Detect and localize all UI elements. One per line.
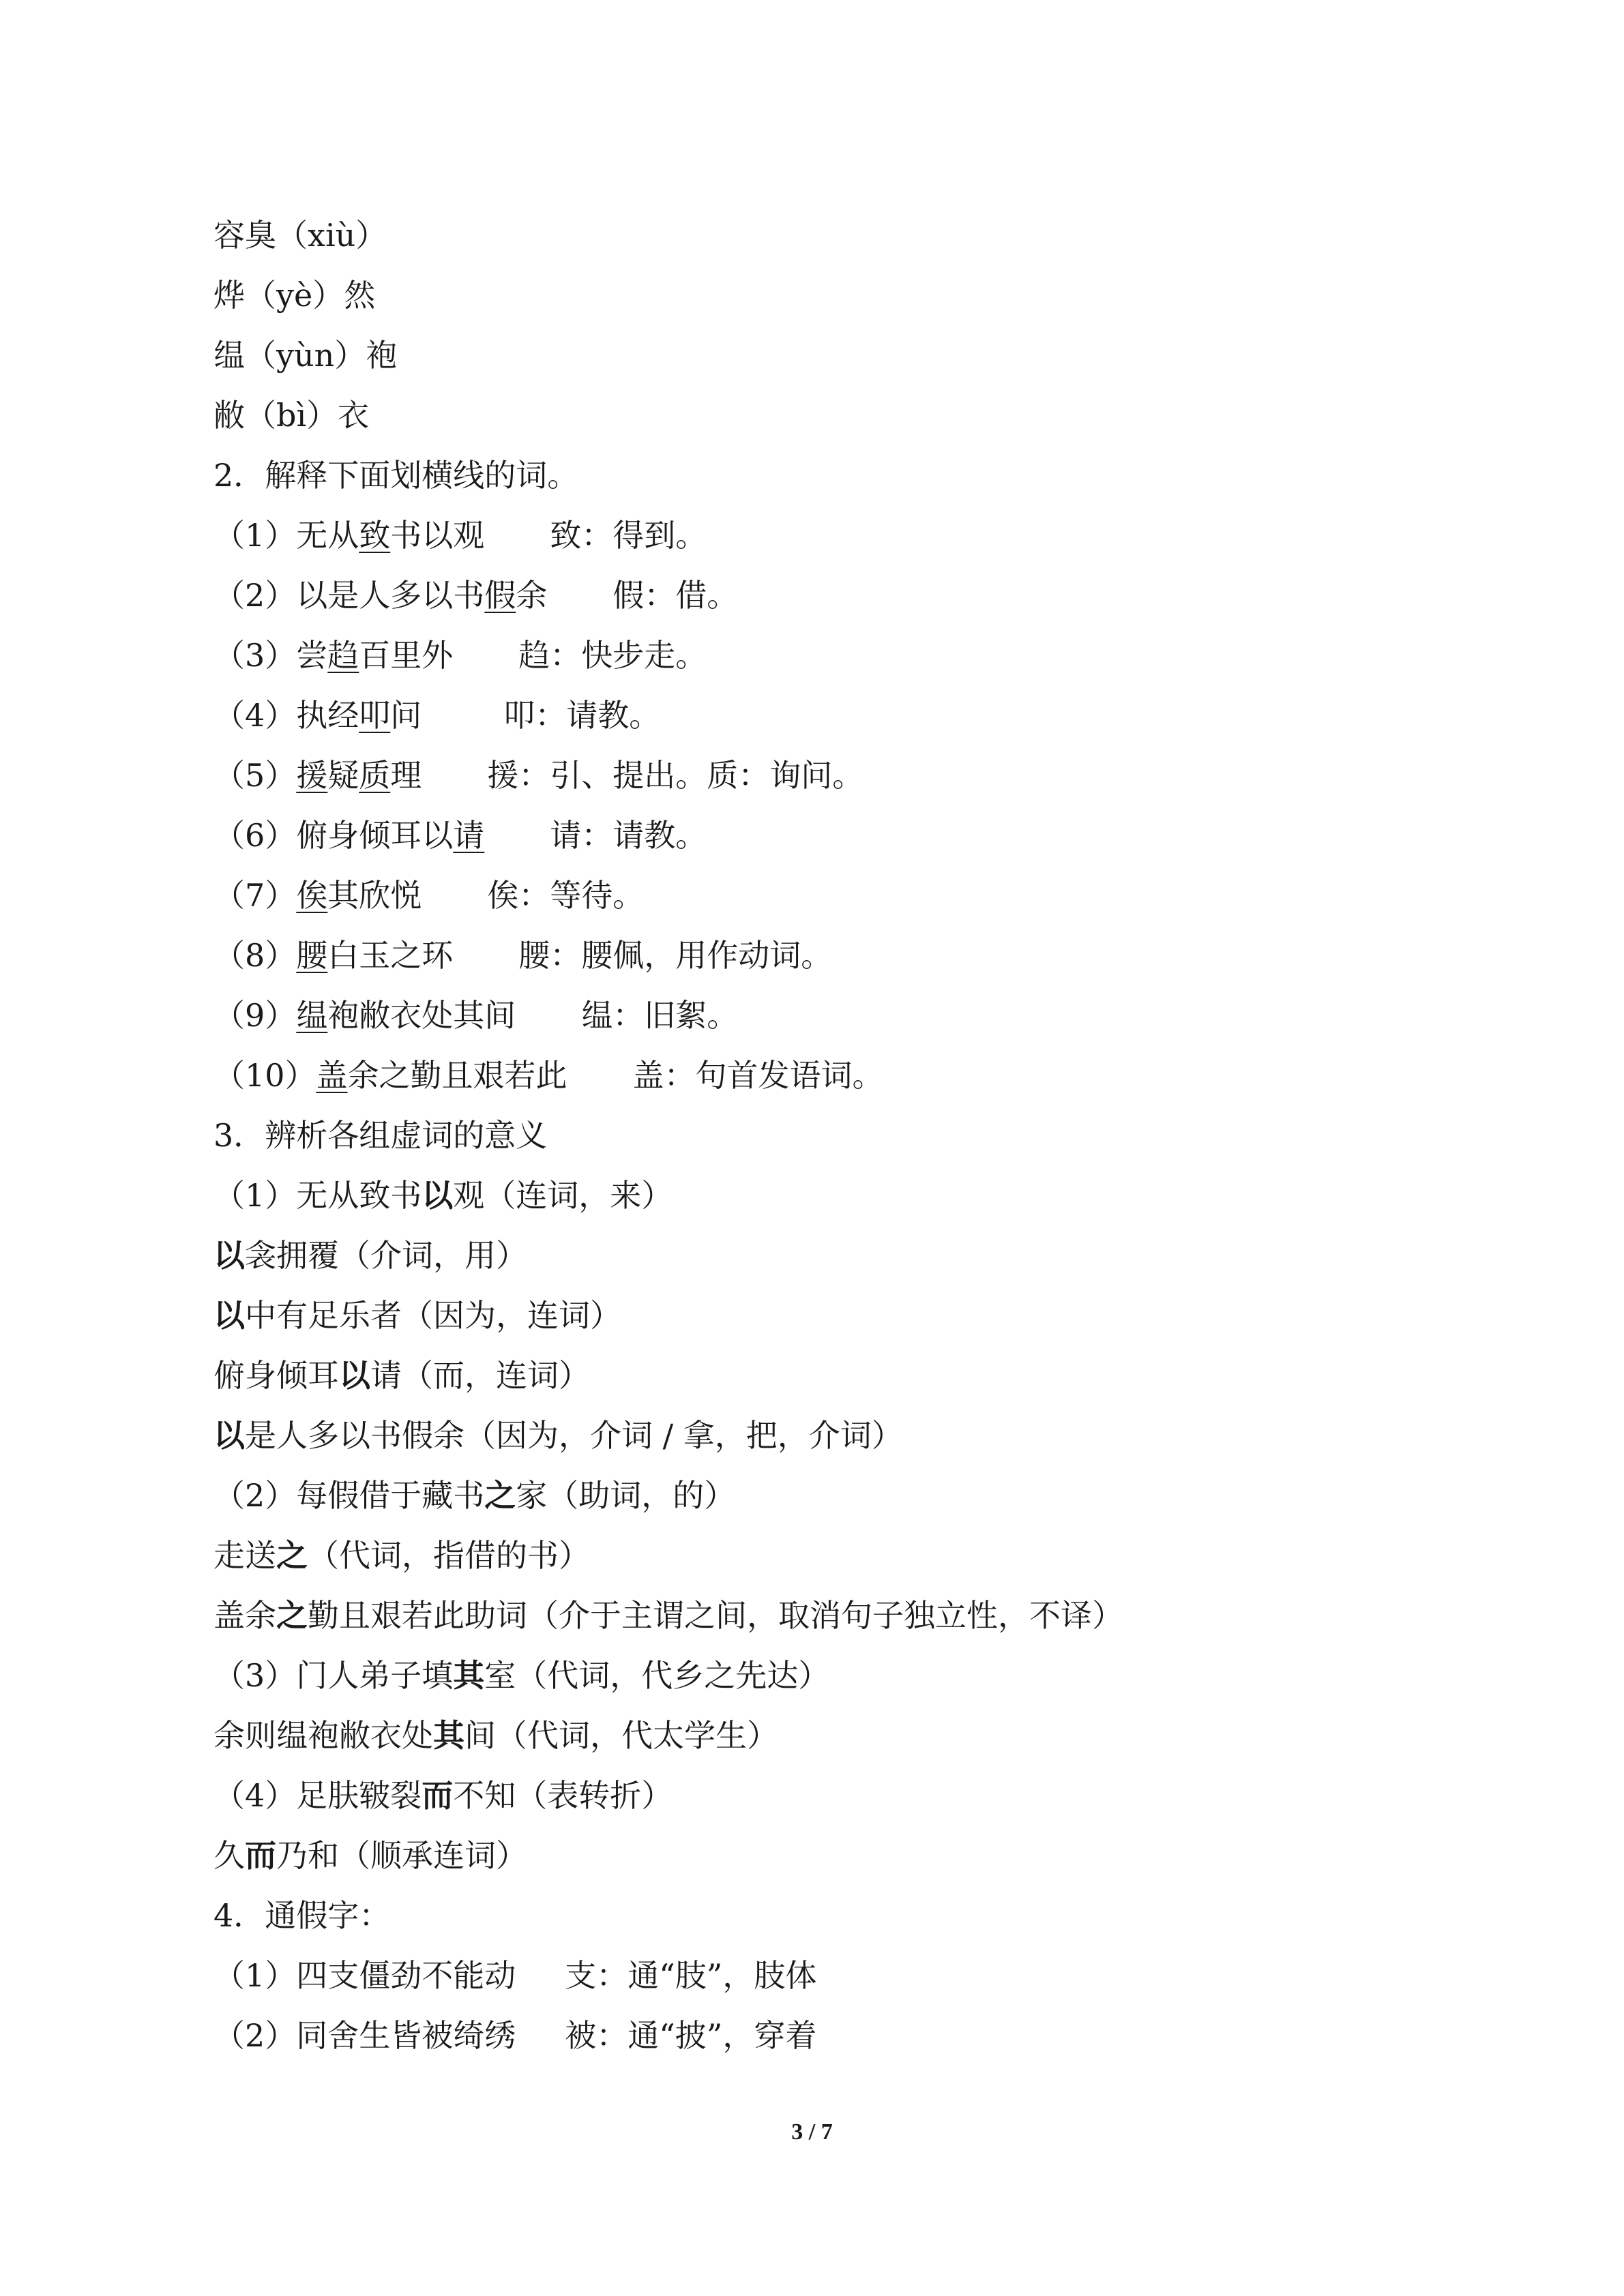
function-word-line: 俯身倾耳以请（而，连词） [213,1357,590,1394]
pinyin-line: 容臭（xiù） [213,217,387,254]
function-word-line: （3）门人弟子填其室（代词，代乡之先达） [213,1657,830,1694]
pinyin-line: 缊（yùn）袍 [213,337,398,374]
vocab-item: （3）尝趋百里外 趋：快步走。 [213,637,707,674]
pinyin-line: 敝（bì）衣 [213,397,370,434]
pinyin-line: 烨（yè）然 [213,277,376,314]
function-word-line: 久而乃和（顺承连词） [213,1837,527,1874]
vocab-item: （6）俯身倾耳以请 请：请教。 [213,817,707,854]
loan-character-item: （1）四支僵劲不能动 支：通“肢”，肢体 [213,1957,817,1994]
vocab-item: （5）援疑质理 援：引、提出。质：询问。 [213,757,864,794]
function-word-line: 盖余之勤且艰若此助词（介于主谓之间，取消句子独立性，不译） [213,1597,1123,1634]
function-word-line: 走送之（代词，指借的书） [213,1537,590,1574]
function-word-line: （2）每假借于藏书之家（助词，的） [213,1477,736,1514]
vocab-item: （10）盖余之勤且艰若此 盖：句首发语词。 [213,1057,884,1094]
section3-heading: 3．辨析各组虚词的意义 [213,1117,548,1154]
function-word-line: 以中有足乐者（因为，连词） [213,1297,621,1334]
vocab-item: （7）俟其欣悦 俟：等待。 [213,877,645,914]
function-word-line: （4）足肤皲裂而不知（表转折） [213,1777,673,1814]
function-word-line: 余则缊袍敝衣处其间（代词，代太学生） [213,1717,778,1754]
function-word-line: 以衾拥覆（介词，用） [213,1237,527,1274]
vocab-item: （9）缊袍敝衣处其间 缊：旧絮。 [213,997,739,1034]
page-number: 3 / 7 [791,2119,833,2145]
section2-heading: 2．解释下面划横线的词。 [213,457,579,494]
vocab-item: （2）以是人多以书假余 假：借。 [213,577,739,614]
vocab-item: （1）无从致书以观 致：得到。 [213,517,707,554]
loan-character-item: （2）同舍生皆被绮绣 被：通“披”，穿着 [213,2017,817,2054]
vocab-item: （4）执经叩问 叩：请教。 [213,697,661,734]
section4-heading: 4．通假字： [213,1897,391,1934]
function-word-line: 以是人多以书假余（因为，介词 / 拿，把，介词） [213,1417,903,1454]
vocab-item: （8）腰白玉之环 腰：腰佩，用作动词。 [213,937,833,974]
function-word-line: （1）无从致书以观（连词，来） [213,1177,673,1214]
